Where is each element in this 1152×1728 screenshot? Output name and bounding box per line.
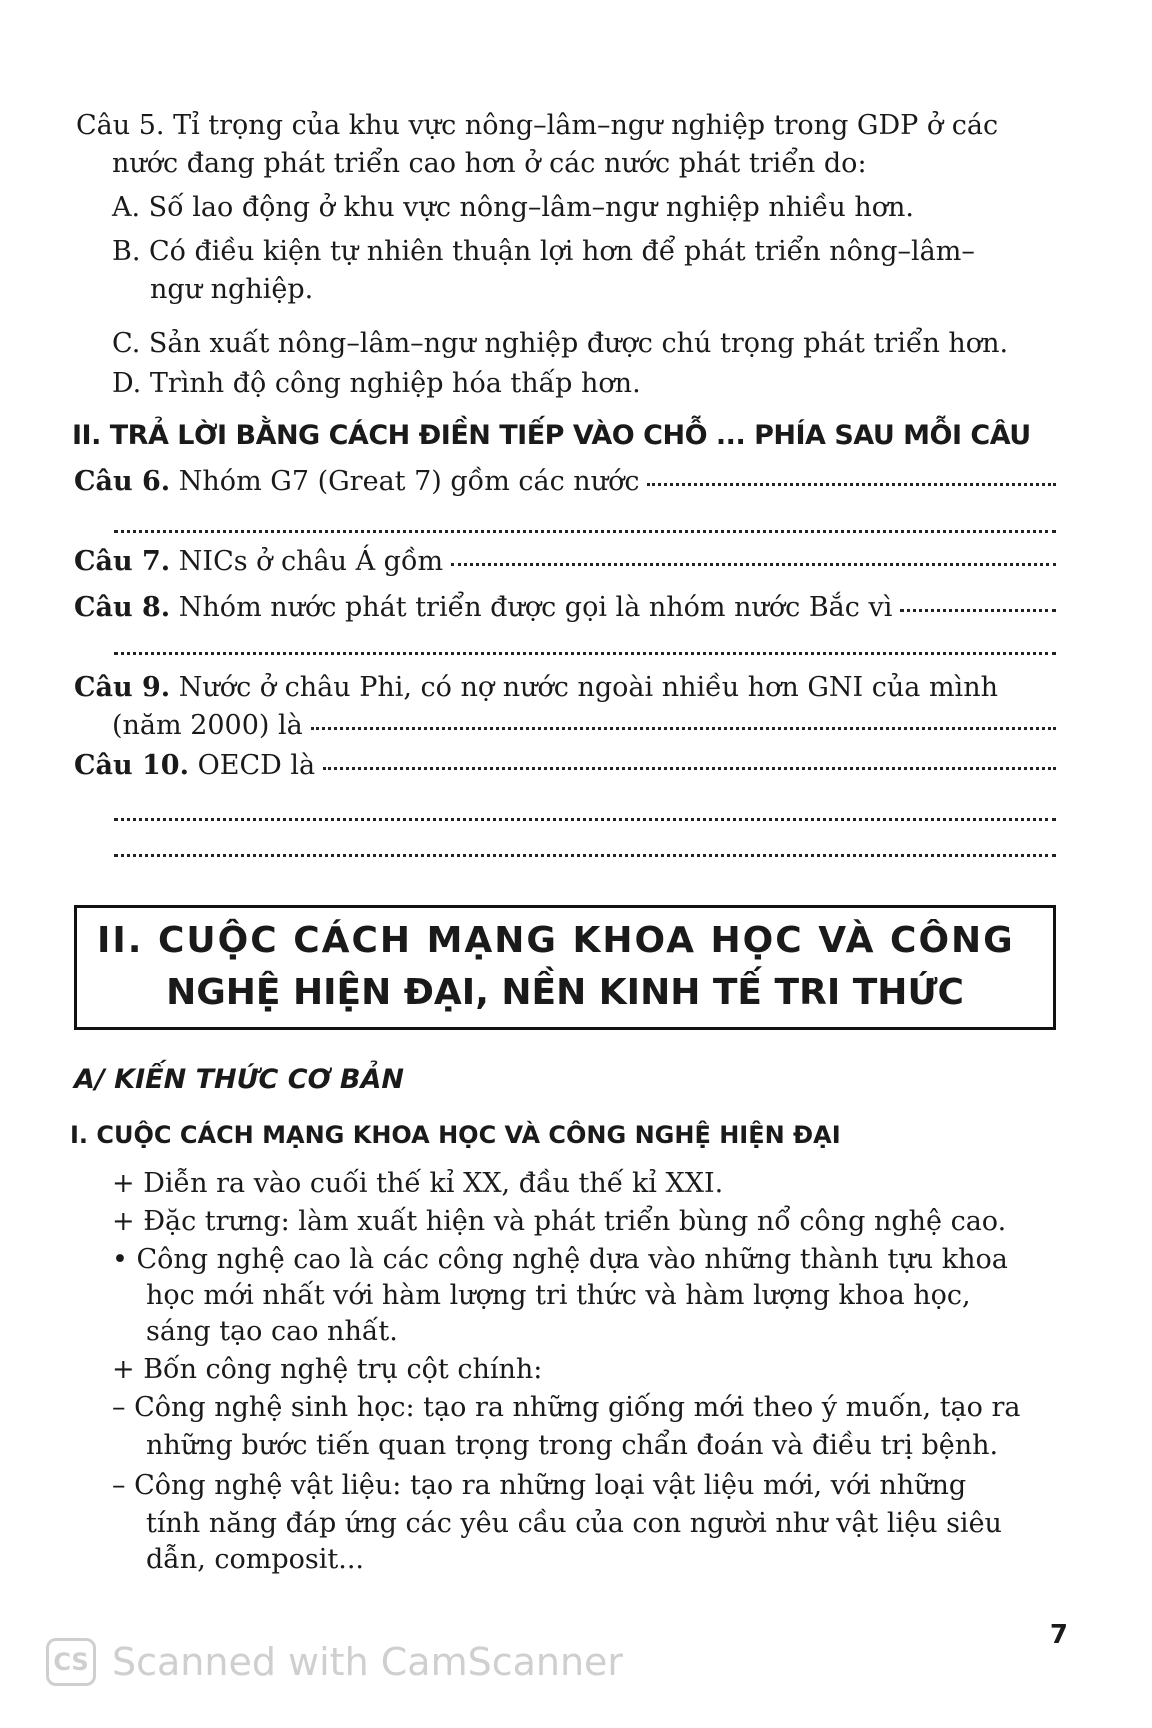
- q5-option-b-line1: B. Có điều kiện tự nhiên thuận lợi hơn để phát triển nông–lâm–: [112, 236, 975, 267]
- q5-option-d: D. Trình độ công nghiệp hóa thấp hơn.: [112, 368, 641, 399]
- q5-line2: nước đang phát triển cao hơn ở các nước phát triển do:: [112, 148, 867, 179]
- q9-answer-blank[interactable]: [311, 726, 1056, 730]
- q9-line2: [112, 708, 1056, 744]
- q10-answer-blank-2[interactable]: [114, 818, 1056, 821]
- q6-answer-blank[interactable]: [647, 482, 1056, 486]
- q10-label: Câu 10.: [74, 750, 189, 781]
- q5-option-a: A. Số lao động ở khu vực nông–lâm–ngư nghiệp nhiều hơn.: [112, 192, 914, 223]
- q9-line1: [74, 670, 998, 706]
- q6-text: Nhóm G7 (Great 7) gồm các nước: [178, 466, 640, 497]
- body-line-8: những bước tiến quan trọng trong chẩn đoán và điều trị bệnh.: [146, 1430, 999, 1461]
- q7-text: NICs ở châu Á gồm: [178, 546, 444, 577]
- q6-line: [74, 464, 1056, 500]
- chapter-title-line2: NGHỆ HIỆN ĐẠI, NỀN KINH TẾ TRI THỨC: [166, 972, 964, 1013]
- q7-label: Câu 7.: [74, 546, 171, 577]
- q9-text2: (năm 2000) là: [112, 710, 303, 741]
- q9-text1: Nước ở châu Phi, có nợ nước ngoài nhiều hơn GNI của mình: [178, 672, 998, 703]
- camscanner-watermark-text: Scanned with CamScanner: [112, 1640, 624, 1684]
- page-number: 7: [1049, 1620, 1068, 1650]
- body-line-4: học mới nhất với hàm lượng tri thức và hàm lượng khoa học,: [146, 1280, 971, 1311]
- q8-answer-blank-2[interactable]: [114, 652, 1056, 655]
- q10-text: OECD là: [197, 750, 316, 781]
- body-line-6: + Bốn công nghệ trụ cột chính:: [112, 1354, 543, 1385]
- section-heading: I. CUỘC CÁCH MẠNG KHOA HỌC VÀ CÔNG NGHỆ HIỆN ĐẠI: [70, 1121, 841, 1149]
- q10-answer-blank[interactable]: [323, 766, 1056, 770]
- body-line-1: + Diễn ra vào cuối thế kỉ XX, đầu thế kỉ XXI.: [112, 1168, 724, 1199]
- body-line-11: dẫn, composit...: [146, 1544, 364, 1575]
- fill-in-section-title: II. TRẢ LỜI BẰNG CÁCH ĐIỀN TIẾP VÀO CHỖ ... PHÍA SAU MỖI CÂU: [72, 420, 1031, 451]
- q8-text: Nhóm nước phát triển được gọi là nhóm nước Bắc vì: [178, 592, 893, 623]
- body-line-9: – Công nghệ vật liệu: tạo ra những loại vật liệu mới, với những: [112, 1470, 967, 1501]
- q5-line1: Câu 5. Tỉ trọng của khu vực nông–lâm–ngư nghiệp trong GDP ở các: [76, 110, 999, 141]
- q8-label: Câu 8.: [74, 592, 171, 623]
- body-line-2: + Đặc trưng: làm xuất hiện và phát triển bùng nổ công nghệ cao.: [112, 1206, 1007, 1237]
- q6-label: Câu 6.: [74, 466, 171, 497]
- q8-line: [74, 590, 1056, 626]
- q5-option-b-line2: ngư nghiệp.: [150, 274, 314, 305]
- chapter-title-line1: II. CUỘC CÁCH MẠNG KHOA HỌC VÀ CÔNG: [97, 920, 1015, 961]
- chapter-title-box: [74, 905, 1056, 1030]
- q7-line: [74, 544, 1056, 580]
- q5-option-c: C. Sản xuất nông–lâm–ngư nghiệp được chú trọng phát triển hơn.: [112, 328, 1009, 359]
- q7-answer-blank[interactable]: [451, 562, 1056, 566]
- q6-answer-blank-2[interactable]: [114, 530, 1056, 533]
- body-line-3: • Công nghệ cao là các công nghệ dựa vào những thành tựu khoa: [112, 1244, 1008, 1275]
- q10-answer-blank-3[interactable]: [114, 854, 1056, 857]
- q10-line: [74, 748, 1056, 784]
- body-line-10: tính năng đáp ứng các yêu cầu của con người như vật liệu siêu: [146, 1508, 1002, 1539]
- camscanner-logo-icon: CS: [46, 1638, 96, 1686]
- body-line-7: – Công nghệ sinh học: tạo ra những giống mới theo ý muốn, tạo ra: [112, 1392, 1021, 1423]
- body-line-5: sáng tạo cao nhất.: [146, 1316, 398, 1347]
- q8-answer-blank[interactable]: [900, 608, 1056, 612]
- basic-knowledge-subheading: A/ KIẾN THỨC CƠ BẢN: [74, 1064, 404, 1095]
- q9-label: Câu 9.: [74, 672, 171, 703]
